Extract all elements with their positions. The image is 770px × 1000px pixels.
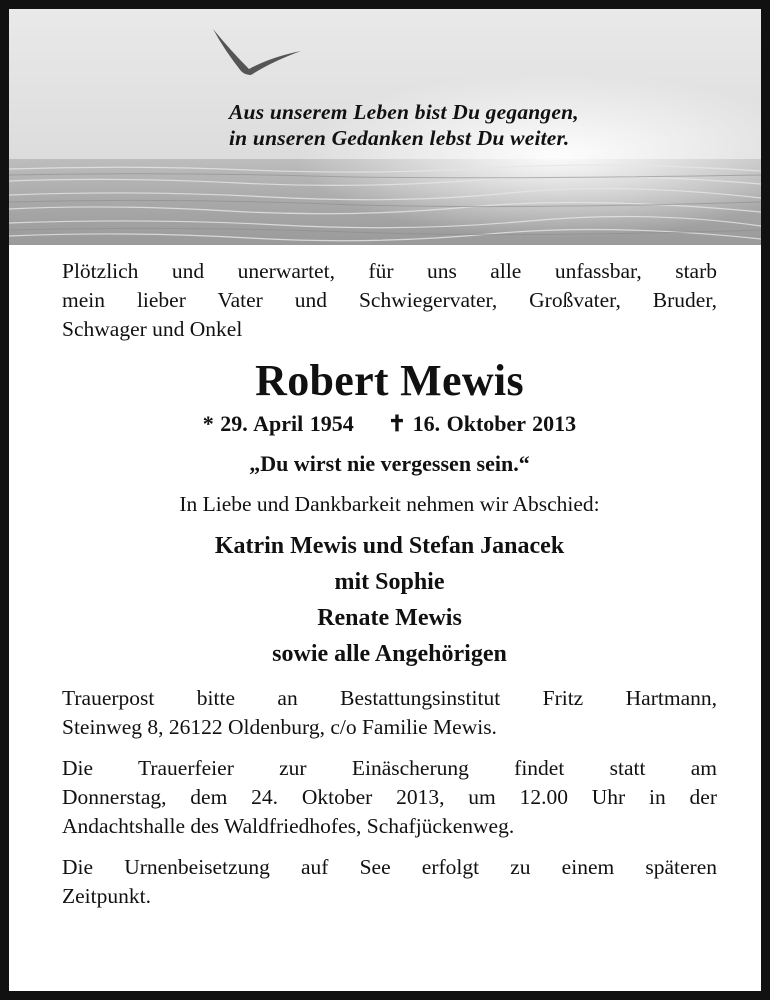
urn-line-2: Zeitpunkt. [62, 884, 151, 908]
family-line-2: mit Sophie [334, 569, 445, 595]
ceremony-paragraph [62, 754, 717, 841]
death-date: ✝ 16. Oktober 2013 [387, 411, 577, 436]
intro-line-2: mein lieber Vater und Schwiegervater, Großvater, Bruder, [62, 288, 717, 312]
obituary-content [62, 257, 717, 911]
family-line-4: sowie alle Angehörigen [272, 641, 507, 667]
deceased-name: Robert Mewis [255, 356, 524, 405]
birth-date: * 29. April 1954 [202, 411, 354, 436]
ceremony-line-1: Die Trauerfeier zur Einäscherung findet statt am [62, 756, 717, 780]
family-line-1: Katrin Mewis und Stefan Janacek [214, 533, 565, 559]
urn-paragraph [62, 853, 717, 911]
memorial-quote: „Du wirst nie vergessen sein.“ [249, 451, 530, 476]
intro-line-1: Plötzlich und unerwartet, für uns alle unfassbar, starb [62, 259, 717, 283]
intro-line-3: Schwager und Onkel [62, 317, 243, 341]
motto [229, 99, 579, 151]
family-line-3: Renate Mewis [317, 605, 462, 631]
mail-line-1: Trauerpost bitte an Bestattungsinstitut Fritz Hartmann, [62, 686, 717, 710]
mail-line-2: Steinweg 8, 26122 Oldenburg, c/o Familie Mewis. [62, 715, 497, 739]
mail-paragraph [62, 684, 717, 742]
ceremony-line-2: Donnerstag, dem 24. Oktober 2013, um 12.00 Uhr in der [62, 785, 717, 809]
ceremony-line-3: Andachtshalle des Waldfriedhofes, Schafjückenweg. [62, 814, 515, 838]
motto-line-1: Aus unserem Leben bist Du gegangen, [229, 100, 579, 124]
intro-paragraph [62, 257, 717, 344]
life-dates [62, 410, 717, 438]
motto-line-2: in unseren Gedanken lebst Du weiter. [229, 126, 570, 150]
family-list [62, 528, 717, 672]
header-image [9, 9, 761, 245]
farewell-line: In Liebe und Dankbarkeit nehmen wir Abschied: [179, 492, 600, 516]
urn-line-1: Die Urnenbeisetzung auf See erfolgt zu einem späteren [62, 855, 717, 879]
